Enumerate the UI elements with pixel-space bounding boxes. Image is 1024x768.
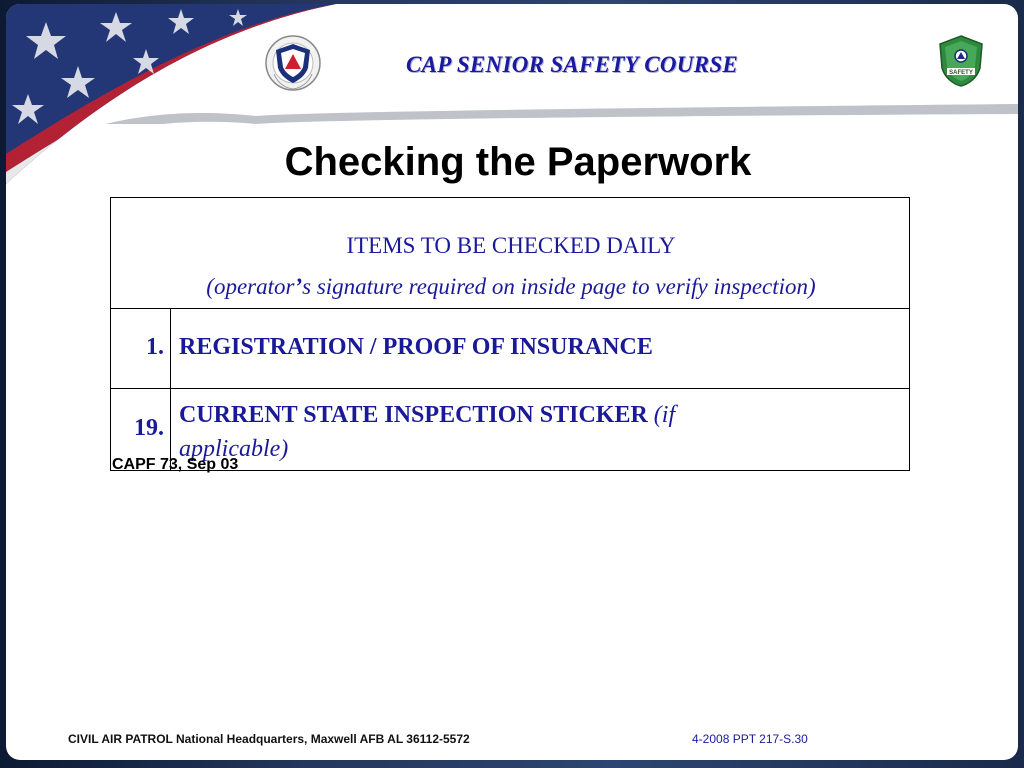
footer-organization: CIVIL AIR PATROL National Headquarters, Maxwell AFB AL 36112-5572 (68, 732, 470, 746)
row-item-text (179, 398, 779, 466)
row-item-main-text: CURRENT STATE INSPECTION STICKER (179, 402, 648, 428)
row-item-text: REGISTRATION / PROOF OF INSURANCE (179, 334, 653, 360)
row-number: 1. (146, 334, 164, 360)
subtitle-part-2: s signature required on inside page to verify inspection) (302, 274, 816, 299)
table-header-cell (110, 197, 910, 309)
footer-slide-id: 4-2008 PPT 217-S.30 (692, 732, 808, 746)
safety-logo-text: SAFETY (949, 70, 973, 76)
slide (6, 4, 1018, 760)
course-title: CAP SENIOR SAFETY COURSE (406, 52, 739, 77)
form-reference: CAPF 73, Sep 03 (112, 456, 239, 473)
table-row-text-cell (170, 388, 910, 471)
inspection-items-table (110, 197, 910, 471)
subtitle-apostrophe: ’ (294, 274, 303, 299)
subtitle-part-1: (operator (206, 274, 295, 299)
civil-air-patrol-emblem-icon (264, 34, 322, 92)
table-row-text-cell (170, 308, 910, 389)
safety-shield-emblem-icon (938, 34, 984, 88)
table-header-title: ITEMS TO BE CHECKED DAILY (346, 233, 676, 258)
table-header-subtitle (111, 274, 911, 300)
table-row-number-cell (110, 308, 171, 389)
page-title: Checking the Paperwork (284, 140, 752, 184)
row-item-qualifier: (if applicable) (179, 402, 676, 462)
row-number: 19. (134, 415, 164, 441)
